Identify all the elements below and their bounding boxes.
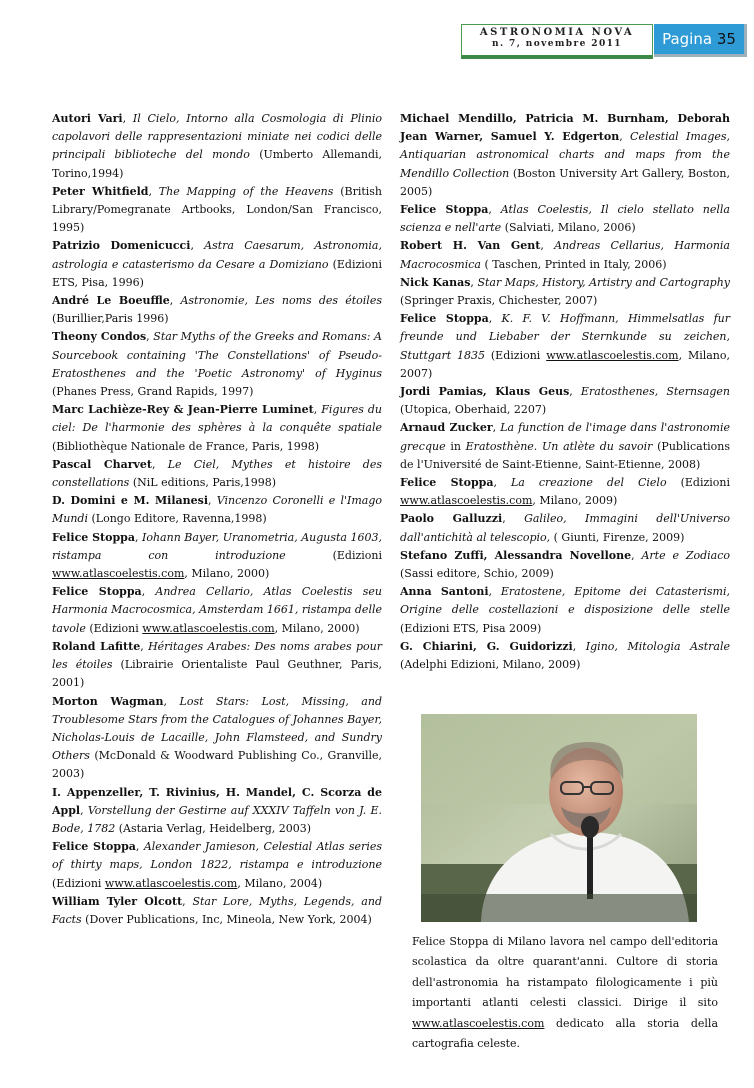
entry-author: Robert H. Van Gent bbox=[400, 239, 541, 253]
magazine-title: ASTRONOMIA NOVA bbox=[479, 27, 635, 38]
bibliography-entry: Anna Santoni, Eratostene, Epitome dei Catasterismi, Origine delle costellazioni e disposizione delle stelle (Edizioni ETS, Pisa 2009) bbox=[400, 585, 730, 635]
entry-title: Héritages Arabes: Des noms arabes pour les étoiles bbox=[52, 639, 382, 672]
bibliography-entry: Paolo Galluzzi, Galileo, Immagini dell'Universo dall'antichità al telescopio, ( Giunti, Firenze, 2009) bbox=[400, 512, 730, 544]
entry-title: Astra Caesarum, Astronomia, astrologia e catasterismo da Cesare a Domiziano bbox=[52, 239, 382, 271]
entry-website-link[interactable]: www.atlascoelestis.com bbox=[546, 348, 679, 362]
photo-caption bbox=[412, 932, 718, 1054]
entry-title: Eratosthenes, Sternsagen bbox=[580, 385, 730, 399]
entry-publisher: (Springer Praxis, Chichester, 2007) bbox=[400, 294, 598, 308]
bibliography-entry: Morton Wagman, Lost Stars: Lost, Missing, and Troublesome Stars from the Catalogues of Johannes Bayer, Nicholas-Louis de Lacaille, John Flamsteed, and Sundry Others (McDonald & Woodward Publishing Co., Granville, 2003) bbox=[52, 694, 383, 781]
entry-author: G. Chiarini, G. Guidorizzi bbox=[400, 639, 573, 653]
entry-title: Vorstellung der Gestirne auf XXXIV Taffeln von J. E. Bode, 1782 bbox=[52, 803, 382, 835]
bibliography-entry: William Tyler Olcott, Star Lore, Myths, Legends, and Facts (Dover Publications, Inc, Mineola, New York, 2004) bbox=[52, 894, 382, 926]
entry-author: Patrizio Domenicucci bbox=[52, 239, 191, 253]
entry-publisher: (Edizioni bbox=[332, 548, 382, 562]
entry-author: Felice Stoppa bbox=[400, 476, 494, 490]
bibliography-entry: Peter Whitfield, The Mapping of the Heavens (British Library/Pomegranate Artbooks, London/San Francisco, 1995) bbox=[52, 184, 383, 235]
entry-website-link[interactable]: www.atlascoelestis.com bbox=[400, 494, 533, 508]
caption-text-end: dedicato alla storia della cartografia celeste. bbox=[412, 1016, 719, 1051]
entry-author: Morton Wagman bbox=[52, 694, 164, 708]
entry-publisher-end: (Publications de l'Université de Saint-Etienne, Saint-Etienne, 2008) bbox=[400, 439, 730, 471]
bibliography-entry: Michael Mendillo, Patricia M. Burnham, Deborah Jean Warner, Samuel Y. Edgerton, Celestial Images, Antiquarian astronomical charts and maps from the Mendillo Collection (Boston University Art Gallery, Boston, 2005) bbox=[400, 112, 731, 198]
entry-author: Stefano Zuffi, Alessandra Novellone bbox=[400, 548, 632, 562]
entry-website-link[interactable]: www.atlascoelestis.com bbox=[52, 567, 185, 581]
bibliography-entry: Autori Vari, Il Cielo, Intorno alla Cosmologia di Plinio capolavori delle rappresentazioni miniate nei codici delle principali biblioteche del mondo (Umberto Allemandi, Torino,1994) bbox=[52, 112, 382, 180]
bibliography-entry: Patrizio Domenicucci, Astra Caesarum, Astronomia, astrologia e catasterismo da Cesare a Domiziano (Edizioni ETS, Pisa, 1996) bbox=[52, 239, 382, 289]
entry-website-link[interactable]: www.atlascoelestis.com bbox=[142, 621, 275, 635]
entry-author: André Le Boeuffle bbox=[52, 294, 170, 308]
entry-author: I. Appenzeller, T. Rivinius, H. Mandel, C. Scorza de Appl bbox=[52, 785, 382, 817]
entry-publisher-end: , Milano, 2000) bbox=[184, 567, 270, 581]
entry-publisher: ( Taschen, Printed in Italy, 2006) bbox=[484, 257, 667, 271]
entry-author: Peter Whitfield bbox=[52, 184, 149, 198]
entry-title: Galileo, Immagini dell'Universo dall'antichità al telescopio, bbox=[400, 512, 730, 544]
entry-publisher: in bbox=[450, 439, 461, 453]
entry-publisher: (Salviati, Milano, 2006) bbox=[504, 221, 636, 235]
author-photo-image bbox=[421, 714, 697, 922]
entry-publisher: (Edizioni ETS, Pisa, 1996) bbox=[52, 257, 382, 289]
bibliography-entry: I. Appenzeller, T. Rivinius, H. Mandel, C. Scorza de Appl, Vorstellung der Gestirne auf XXXIV Taffeln von J. E. Bode, 1782 (Astaria Verlag, Heidelberg, 2003) bbox=[52, 785, 382, 835]
entry-title: Eratostene, Epitome dei Catasterismi, Origine delle costellazioni e disposizione delle stelle bbox=[400, 585, 730, 617]
entry-title: K. F. V. Hoffmann, Himmelsatlas fur freunde und Liebaber der Sternkunde su zeichen, Stuttgart 1835 bbox=[400, 312, 730, 362]
entry-publisher: (Phanes Press, Grand Rapids, 1997) bbox=[52, 385, 254, 399]
entry-publisher: (British Library/Pomegranate Artbooks, London/San Francisco, 1995) bbox=[52, 184, 383, 235]
bibliography-entry: Pascal Charvet, Le Ciel, Mythes et histoire des constellations (NiL editions, Paris,1998) bbox=[52, 457, 382, 490]
entry-publisher: (Boston University Art Gallery, Boston, 2005) bbox=[400, 166, 730, 198]
entry-title: Figures du ciel: De l'harmonie des sphères à la conquête spatiale bbox=[52, 403, 382, 435]
entry-title: La creazione del Cielo bbox=[511, 476, 667, 490]
entry-publisher: ( Giunti, Firenze, 2009) bbox=[553, 530, 685, 544]
entry-publisher: (Bibliothèque Nationale de France, Paris, 1998) bbox=[52, 439, 320, 453]
entry-publisher: (Longo Editore, Ravenna,1998) bbox=[91, 512, 267, 526]
entry-publisher-end: , Milano, 2004) bbox=[237, 876, 323, 890]
page-number-badge bbox=[654, 24, 747, 57]
entry-title: Astronomie, Les noms des étoiles bbox=[180, 294, 382, 308]
bibliography-entry: Marc Lachièze-Rey & Jean-Pierre Luminet, Figures du ciel: De l'harmonie des sphères à la conquête spatiale (Bibliothèque Nationale de France, Paris, 1998) bbox=[52, 403, 382, 453]
entry-title: Celestial Images, Antiquarian astronomical charts and maps from the Mendillo Collection bbox=[400, 130, 731, 180]
entry-publisher-end: , Milano, 2007) bbox=[400, 348, 731, 380]
entry-title: Il Cielo, Intorno alla Cosmologia di Plinio capolavori delle rappresentazioni miniate nei codici delle principali biblioteche del mondo bbox=[52, 112, 382, 162]
entry-publisher: (NiL editions, Paris,1998) bbox=[132, 476, 277, 490]
caption-text: Felice Stoppa di Milano lavora nel campo dell'editoria scolastica da oltre quarant'anni. Cultore di storia dell'astronomia ha ristampato filologicamente i più importanti atlanti celesti classici. Dirige il sito bbox=[412, 935, 718, 1010]
entry-author: Roland Lafitte bbox=[52, 639, 141, 653]
entry-author: Paolo Galluzzi bbox=[400, 512, 503, 526]
entry-publisher: (Edizioni bbox=[89, 621, 139, 635]
entry-title: Andreas Cellarius, Harmonia Macrocosmica bbox=[400, 239, 730, 271]
bibliography-entry: Jordi Pamias, Klaus Geus, Eratosthenes, Sternsagen (Utopica, Oberhaid, 2207) bbox=[400, 385, 730, 417]
entry-author: Marc Lachièze-Rey & Jean-Pierre Luminet bbox=[52, 403, 314, 417]
entry-publisher: (Astaria Verlag, Heidelberg, 2003) bbox=[118, 821, 312, 835]
entry-author: Arnaud Zucker bbox=[400, 421, 493, 435]
entry-title: Vincenzo Coronelli e l'Imago Mundi bbox=[52, 494, 382, 526]
entry-publisher: (Utopica, Oberhaid, 2207) bbox=[400, 403, 547, 417]
bibliography-left-column bbox=[52, 110, 382, 929]
entry-author: D. Domini e M. Milanesi bbox=[52, 494, 209, 508]
entry-publisher-end: , Milano, 2009) bbox=[532, 494, 618, 508]
entry-publisher: (Dover Publications, Inc, Mineola, New York, 2004) bbox=[85, 912, 372, 926]
entry-publisher: (Edizioni bbox=[680, 476, 731, 490]
entry-author: Nick Kanas bbox=[400, 275, 471, 289]
entry-title: Lost Stars: Lost, Missing, and Troublesome Stars from the Catalogues of Johannes Bayer, Nicholas-Louis de Lacaille, John Flamsteed, and Sundry Others bbox=[52, 694, 382, 763]
entry-title: La function de l'image dans l'astronomie grecque bbox=[400, 421, 730, 453]
bibliography-entry: G. Chiarini, G. Guidorizzi, Igino, Mitologia Astrale (Adelphi Edizioni, Milano, 2009) bbox=[400, 639, 731, 672]
page-label: Pagina bbox=[662, 30, 713, 48]
bibliography-entry: Felice Stoppa, Iohann Bayer, Uranometria, Augusta 1603, ristampa con introduzione (Edizioni www.atlascoelestis.com, Milano, 2000) bbox=[52, 530, 382, 581]
bibliography-entry: Felice Stoppa, Alexander Jamieson, Celestial Atlas series of thirty maps, London 1822, ristampa e introduzione (Edizioni www.atlascoelestis.com, Milano, 2004) bbox=[52, 840, 382, 890]
bibliography-entry: Felice Stoppa, La creazione del Cielo (Edizioni www.atlascoelestis.com, Milano, 2009) bbox=[400, 476, 731, 508]
entry-publisher: (McDonald & Woodward Publishing Co., Granville, 2003) bbox=[52, 749, 383, 781]
magazine-issue: n. 7, novembre 2011 bbox=[492, 39, 622, 49]
entry-author: Jordi Pamias, Klaus Geus bbox=[400, 385, 570, 399]
entry-title: Star Lore, Myths, Legends, and Facts bbox=[52, 894, 382, 926]
entry-title: The Mapping of the Heavens bbox=[158, 184, 334, 198]
entry-author: Felice Stoppa bbox=[52, 585, 142, 599]
caption-website-link[interactable]: www.atlascoelestis.com bbox=[412, 1016, 545, 1030]
author-photo bbox=[421, 714, 697, 922]
entry-website-link[interactable]: www.atlascoelestis.com bbox=[104, 876, 238, 890]
bibliography-entry: André Le Boeuffle, Astronomie, Les noms des étoiles (Burillier,Paris 1996) bbox=[52, 294, 382, 326]
entry-author: Michael Mendillo, Patricia M. Burnham, Deborah Jean Warner, Samuel Y. Edgerton bbox=[400, 112, 730, 144]
bibliography-entry: Roland Lafitte, Héritages Arabes: Des noms arabes pour les étoiles (Librairie Orientaliste Paul Geuthner, Paris, 2001) bbox=[52, 639, 382, 690]
entry-author: Felice Stoppa bbox=[52, 530, 135, 544]
page-number: 35 bbox=[716, 30, 736, 48]
entry-publisher: (Edizioni ETS, Pisa 2009) bbox=[400, 621, 542, 635]
entry-publisher: (Umberto Allemandi, Torino,1994) bbox=[52, 148, 382, 180]
bibliography-right-column bbox=[400, 110, 730, 674]
entry-author: William Tyler Olcott bbox=[52, 894, 183, 908]
entry-title: Iohann Bayer, Uranometria, Augusta 1603, ristampa con introduzione bbox=[52, 530, 382, 562]
entry-author: Felice Stoppa bbox=[52, 840, 136, 854]
entry-publisher: (Sassi editore, Schio, 2009) bbox=[400, 567, 554, 581]
entry-title: Atlas Coelestis, Il cielo stellato nella scienza e nell'arte bbox=[400, 203, 730, 235]
entry-publisher: (Burillier,Paris 1996) bbox=[52, 312, 169, 326]
entry-publisher: (Librairie Orientaliste Paul Geuthner, Paris, 2001) bbox=[52, 658, 382, 690]
entry-title: Alexander Jamieson, Celestial Atlas series of thirty maps, London 1822, ristampa e introduzione bbox=[52, 840, 382, 872]
bibliography-entry: Stefano Zuffi, Alessandra Novellone, Arte e Zodiaco (Sassi editore, Schio, 2009) bbox=[400, 548, 730, 581]
entry-publisher-end: , Milano, 2000) bbox=[274, 621, 360, 635]
entry-title: Andrea Cellario, Atlas Coelestis seu Harmonia Macrocosmica, Amsterdam 1661, ristampa delle tavole bbox=[52, 585, 382, 635]
bibliography-entry: Theony Condos, Star Myths of the Greeks and Romans: A Sourcebook containing 'The Constellations' of Pseudo-Eratosthenes and the 'Poetic Astronomy' of Hyginus (Phanes Press, Grand Rapids, 1997) bbox=[52, 330, 382, 399]
bibliography-entry: Nick Kanas, Star Maps, History, Artistry and Cartography (Springer Praxis, Chichester, 2007) bbox=[400, 275, 731, 308]
entry-title-secondary: Eratosthène. Un atlète du savoir bbox=[465, 439, 653, 453]
entry-author: Theony Condos bbox=[52, 330, 147, 344]
entry-author: Pascal Charvet bbox=[52, 457, 153, 471]
bibliography-entry: Felice Stoppa, Andrea Cellario, Atlas Coelestis seu Harmonia Macrocosmica, Amsterdam 1661, ristampa delle tavole (Edizioni www.atlascoelestis.com, Milano, 2000) bbox=[52, 585, 382, 635]
entry-title: Star Myths of the Greeks and Romans: A Sourcebook containing 'The Constellations' of Pseudo-Eratosthenes and the 'Poetic Astronomy' of Hyginus bbox=[52, 330, 382, 380]
entry-title: Arte e Zodiaco bbox=[641, 548, 730, 562]
entry-publisher: (Adelphi Edizioni, Milano, 2009) bbox=[400, 658, 581, 672]
bibliography-entry: Robert H. Van Gent, Andreas Cellarius, Harmonia Macrocosmica ( Taschen, Printed in Italy, 2006) bbox=[400, 239, 730, 271]
bibliography-entry: Felice Stoppa, Atlas Coelestis, Il cielo stellato nella scienza e nell'arte (Salviati, Milano, 2006) bbox=[400, 203, 730, 235]
entry-author: Autori Vari bbox=[52, 112, 123, 125]
entry-title: Star Maps, History, Artistry and Cartography bbox=[477, 275, 731, 289]
magazine-header bbox=[461, 24, 653, 59]
entry-author: Felice Stoppa bbox=[400, 203, 489, 217]
bibliography-entry: D. Domini e M. Milanesi, Vincenzo Coronelli e l'Imago Mundi (Longo Editore, Ravenna,1998) bbox=[52, 494, 382, 526]
bibliography-entry: Felice Stoppa, K. F. V. Hoffmann, Himmelsatlas fur freunde und Liebaber der Sternkunde su zeichen, Stuttgart 1835 (Edizioni www.atlascoelestis.com, Milano, 2007) bbox=[400, 312, 731, 380]
entry-author: Anna Santoni bbox=[400, 585, 489, 599]
entry-publisher: (Edizioni bbox=[490, 348, 541, 362]
bibliography-entry: Arnaud Zucker, La function de l'image dans l'astronomie grecque in Eratosthène. Un atlète du savoir (Publications de l'Université de Saint-Etienne, Saint-Etienne, 2008) bbox=[400, 421, 730, 471]
entry-title: Le Ciel, Mythes et histoire des constellations bbox=[52, 457, 382, 490]
entry-title: Igino, Mitologia Astrale bbox=[585, 639, 731, 653]
entry-publisher: (Edizioni bbox=[52, 876, 102, 890]
entry-author: Felice Stoppa bbox=[400, 312, 489, 326]
